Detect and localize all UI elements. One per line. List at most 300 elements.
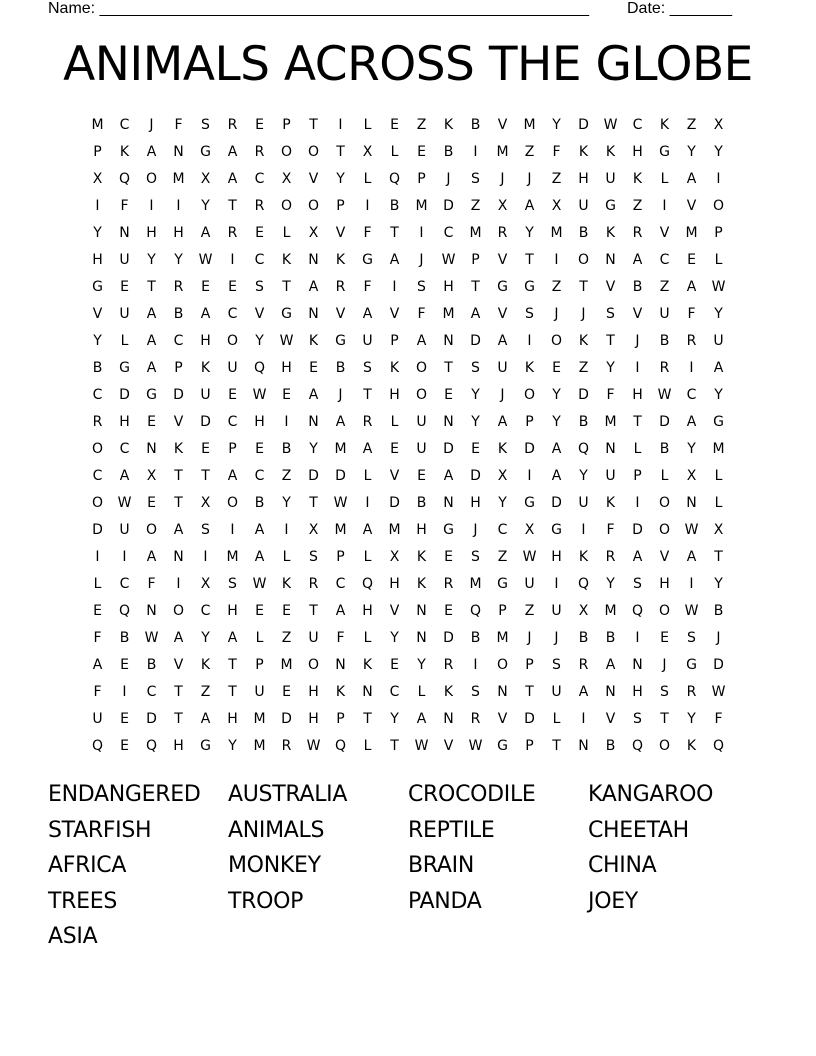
grid-cell: S [201,522,210,538]
grid-cell: U [605,468,616,484]
grid-cell: D [146,711,157,727]
date-field-label: Date: _______ [627,0,732,17]
grid-cell: W [441,252,456,268]
grid-cell: H [281,360,292,376]
grid-cell: X [362,144,373,160]
grid-cell: H [632,684,643,700]
grid-cell: G [200,144,211,160]
grid-cell: A [605,657,616,673]
grid-cell: Y [201,630,210,646]
grid-cell: A [146,306,157,322]
grid-cell: R [578,657,589,673]
grid-cell: H [146,225,157,241]
grid-cell: E [255,225,264,241]
grid-cell: Y [417,657,426,673]
grid-cell: R [92,414,103,430]
grid-cell: P [282,117,291,133]
grid-cell: M [604,603,617,619]
grid-cell: F [363,279,372,295]
grid-row [84,438,732,465]
grid-cell: U [605,171,616,187]
grid-cell: D [659,414,670,430]
grid-cell: L [714,252,723,268]
grid-cell: P [633,468,642,484]
grid-cell: A [308,387,319,403]
grid-cell: G [551,522,562,538]
grid-cell: E [120,657,129,673]
grid-cell: Y [93,333,102,349]
grid-cell: A [551,468,562,484]
word-list-item: JOEY [588,888,638,914]
grid-cell: I [338,117,343,133]
header [48,0,748,20]
grid-cell: H [389,576,400,592]
grid-cell: A [308,279,319,295]
grid-cell: S [660,684,669,700]
grid-cell: J [419,252,424,268]
grid-cell: P [255,657,264,673]
grid-cell: O [226,333,239,349]
grid-cell: B [659,333,670,349]
grid-cell: Y [93,225,102,241]
grid-cell: I [554,252,559,268]
grid-cell: R [497,225,508,241]
grid-cell: E [255,117,264,133]
grid-cell: G [605,198,616,214]
grid-cell: T [525,684,534,700]
grid-cell: Q [577,576,590,592]
grid-cell: P [525,414,534,430]
grid-row [84,168,732,195]
grid-cell: E [282,684,291,700]
grid-cell: K [200,657,211,673]
grid-cell: E [471,441,480,457]
grid-cell: A [362,522,373,538]
grid-cell: A [551,441,562,457]
grid-cell: Z [281,630,292,646]
grid-cell: Z [497,549,508,565]
grid-cell: Y [498,495,507,511]
word-search-grid [84,114,732,762]
grid-cell: B [713,603,724,619]
grid-cell: V [443,738,454,754]
grid-cell: U [524,576,535,592]
grid-cell: A [686,171,697,187]
grid-cell: A [362,306,373,322]
word-list-item: CHINA [588,853,657,878]
page-title: ANIMALS ACROSS THE GLOBE [63,37,753,92]
grid-row [84,492,732,519]
grid-cell: V [173,414,184,430]
grid-cell: X [200,495,211,511]
grid-cell: I [581,522,586,538]
grid-cell: B [146,657,157,673]
grid-cell: Q [631,738,644,754]
grid-cell: Y [552,117,561,133]
grid-cell: M [604,414,617,430]
grid-cell: U [119,522,130,538]
grid-cell: E [282,603,291,619]
grid-row [84,735,732,762]
grid-cell: V [389,306,400,322]
grid-cell: J [662,657,667,673]
grid-cell: H [227,603,238,619]
grid-cell: C [146,684,157,700]
grid-cell: J [581,306,586,322]
grid-row [84,465,732,492]
grid-cell: E [255,441,264,457]
grid-cell: I [284,414,289,430]
grid-cell: U [416,441,427,457]
grid-cell: R [443,657,454,673]
grid-cell: W [684,522,699,538]
grid-cell: I [419,225,424,241]
grid-cell: F [147,576,156,592]
grid-row [84,249,732,276]
grid-cell: M [415,198,428,214]
grid-cell: H [659,576,670,592]
grid-cell: J [554,630,559,646]
grid-cell: Q [118,603,131,619]
word-list-item: AFRICA [48,853,127,878]
grid-row [84,303,732,330]
grid-cell: C [227,414,238,430]
grid-cell: L [660,171,669,187]
grid-cell: Y [714,306,723,322]
grid-cell: Z [659,279,670,295]
grid-cell: N [686,495,697,511]
grid-cell: U [551,603,562,619]
grid-cell: K [443,684,454,700]
grid-row [84,357,732,384]
grid-cell: U [200,387,211,403]
grid-cell: W [306,738,321,754]
grid-cell: I [365,198,370,214]
grid-cell: X [497,198,508,214]
grid-cell: E [309,360,318,376]
grid-cell: C [119,117,130,133]
grid-cell: P [228,441,237,457]
grid-cell: D [308,468,319,484]
grid-cell: Y [390,711,399,727]
grid-cell: T [309,495,318,511]
grid-cell: E [201,441,210,457]
word-list-item: MONKEY [228,853,321,878]
grid-cell: P [174,360,183,376]
grid-cell: Y [552,387,561,403]
grid-cell: Y [147,252,156,268]
grid-cell: O [172,603,185,619]
grid-cell: K [119,144,130,160]
grid-cell: T [471,279,480,295]
grid-cell: W [414,738,429,754]
word-list [48,778,768,956]
grid-cell: O [226,495,239,511]
grid-row [84,519,732,546]
grid-cell: E [255,603,264,619]
grid-cell: H [551,549,562,565]
grid-cell: K [362,657,373,673]
grid-cell: A [389,252,400,268]
grid-cell: Y [714,576,723,592]
grid-cell: O [658,495,671,511]
grid-cell: U [497,360,508,376]
grid-cell: X [200,171,211,187]
grid-cell: D [443,630,454,646]
grid-cell: J [473,522,478,538]
grid-cell: S [309,549,318,565]
grid-cell: A [443,468,454,484]
grid-cell: V [92,306,103,322]
grid-cell: A [416,333,427,349]
grid-cell: Q [577,441,590,457]
grid-cell: U [416,414,427,430]
grid-cell: R [227,225,238,241]
grid-cell: H [200,333,211,349]
grid-cell: J [149,117,154,133]
word-list-item: CHEETAH [588,817,689,843]
grid-cell: K [524,360,535,376]
grid-cell: Y [606,360,615,376]
grid-cell: N [308,252,319,268]
grid-cell: T [309,117,318,133]
grid-cell: T [390,738,399,754]
grid-cell: E [228,279,237,295]
grid-cell: W [711,279,726,295]
grid-cell: Y [552,414,561,430]
grid-cell: Z [632,198,643,214]
grid-cell: T [147,279,156,295]
grid-cell: M [523,117,536,133]
grid-cell: O [307,198,320,214]
grid-cell: M [469,576,482,592]
grid-cell: C [173,333,184,349]
grid-cell: Z [281,468,292,484]
grid-cell: W [684,603,699,619]
word-list-item: TREES [48,888,117,914]
grid-cell: C [119,576,130,592]
grid-cell: L [363,117,372,133]
grid-cell: I [122,549,127,565]
grid-cell: L [390,144,399,160]
grid-cell: H [443,279,454,295]
grid-row [84,600,732,627]
grid-cell: T [525,252,534,268]
grid-cell: X [497,468,508,484]
grid-cell: U [254,684,265,700]
grid-cell: S [201,117,210,133]
grid-cell: S [633,576,642,592]
grid-cell: A [632,252,643,268]
grid-cell: Y [606,576,615,592]
grid-row [84,330,732,357]
grid-cell: K [416,549,427,565]
grid-cell: V [335,306,346,322]
grid-cell: H [173,738,184,754]
grid-cell: I [527,333,532,349]
grid-cell: H [92,252,103,268]
grid-cell: V [659,225,670,241]
grid-cell: S [471,549,480,565]
grid-cell: L [363,630,372,646]
grid-cell: B [416,495,427,511]
grid-cell: T [714,549,723,565]
grid-cell: I [203,549,208,565]
grid-cell: I [95,549,100,565]
grid-cell: Y [579,468,588,484]
grid-cell: A [146,144,157,160]
grid-cell: N [443,333,454,349]
name-field-label: Name: _______________________________________________________ [48,0,589,17]
grid-cell: S [363,360,372,376]
grid-cell: K [605,144,616,160]
grid-cell: G [92,279,103,295]
grid-cell: R [443,576,454,592]
grid-cell: O [145,522,158,538]
grid-cell: N [443,711,454,727]
grid-cell: M [334,522,347,538]
grid-cell: T [228,657,237,673]
grid-cell: T [201,468,210,484]
grid-cell: D [632,522,643,538]
grid-cell: Q [388,171,401,187]
grid-cell: D [713,657,724,673]
grid-cell: M [280,657,293,673]
grid-cell: C [119,441,130,457]
grid-cell: F [606,387,615,403]
grid-cell: F [687,306,696,322]
grid-cell: H [254,414,265,430]
grid-cell: Z [470,198,481,214]
grid-cell: K [335,252,346,268]
word-list-item: TROOP [228,888,304,914]
grid-cell: I [230,252,235,268]
grid-cell: K [632,171,643,187]
grid-cell: V [659,549,670,565]
grid-cell: G [713,414,724,430]
grid-cell: D [335,468,346,484]
grid-cell: X [308,225,319,241]
grid-cell: A [497,333,508,349]
grid-cell: I [635,495,640,511]
grid-cell: T [363,711,372,727]
grid-cell: P [336,549,345,565]
grid-cell: R [281,738,292,754]
grid-cell: Z [578,360,589,376]
grid-cell: G [200,738,211,754]
grid-cell: L [714,468,723,484]
grid-cell: V [173,657,184,673]
grid-cell: F [417,306,426,322]
grid-cell: U [659,306,670,322]
grid-row [84,411,732,438]
grid-cell: N [632,657,643,673]
grid-cell: M [685,225,698,241]
grid-cell: L [282,225,291,241]
grid-row [84,546,732,573]
grid-cell: L [417,684,426,700]
grid-cell: L [363,549,372,565]
grid-cell: I [527,468,532,484]
grid-cell: A [119,468,130,484]
grid-cell: O [577,252,590,268]
grid-cell: X [686,468,697,484]
grid-cell: W [117,495,132,511]
grid-cell: A [497,414,508,430]
grid-cell: W [657,387,672,403]
grid-cell: A [524,198,535,214]
grid-cell: H [578,171,589,187]
grid-cell: G [497,576,508,592]
grid-cell: R [470,711,481,727]
grid-cell: K [497,441,508,457]
grid-cell: C [200,603,211,619]
grid-cell: M [496,630,509,646]
grid-cell: S [552,657,561,673]
grid-cell: F [174,117,183,133]
grid-cell: H [362,603,373,619]
grid-cell: X [524,522,535,538]
grid-cell: Y [687,144,696,160]
grid-cell: E [93,603,102,619]
grid-cell: L [714,495,723,511]
grid-cell: U [119,306,130,322]
grid-cell: B [578,414,589,430]
grid-cell: A [200,225,211,241]
grid-cell: K [686,738,697,754]
grid-cell: I [689,360,694,376]
grid-cell: A [686,414,697,430]
grid-cell: B [605,630,616,646]
grid-cell: Z [686,117,697,133]
grid-cell: U [551,684,562,700]
grid-cell: A [335,603,346,619]
grid-cell: H [470,495,481,511]
grid-cell: Q [361,576,374,592]
grid-cell: Y [228,738,237,754]
grid-cell: V [497,711,508,727]
grid-cell: V [335,225,346,241]
grid-cell: L [255,630,264,646]
grid-cell: I [176,198,181,214]
grid-cell: M [469,225,482,241]
grid-cell: A [254,549,265,565]
grid-cell: D [524,441,535,457]
grid-cell: B [578,630,589,646]
grid-cell: R [173,279,184,295]
grid-cell: B [470,117,481,133]
grid-cell: P [417,171,426,187]
grid-cell: O [496,657,509,673]
grid-cell: G [497,738,508,754]
grid-cell: Y [309,441,318,457]
grid-cell: A [686,279,697,295]
grid-cell: I [662,198,667,214]
grid-cell: Z [551,171,562,187]
grid-cell: X [713,522,724,538]
grid-cell: M [442,306,455,322]
grid-cell: I [95,198,100,214]
grid-cell: R [605,549,616,565]
grid-cell: L [363,468,372,484]
grid-cell: B [389,198,400,214]
grid-cell: A [173,522,184,538]
grid-cell: T [660,711,669,727]
grid-cell: N [335,657,346,673]
grid-cell: M [712,441,725,457]
grid-cell: H [227,711,238,727]
grid-cell: W [198,252,213,268]
